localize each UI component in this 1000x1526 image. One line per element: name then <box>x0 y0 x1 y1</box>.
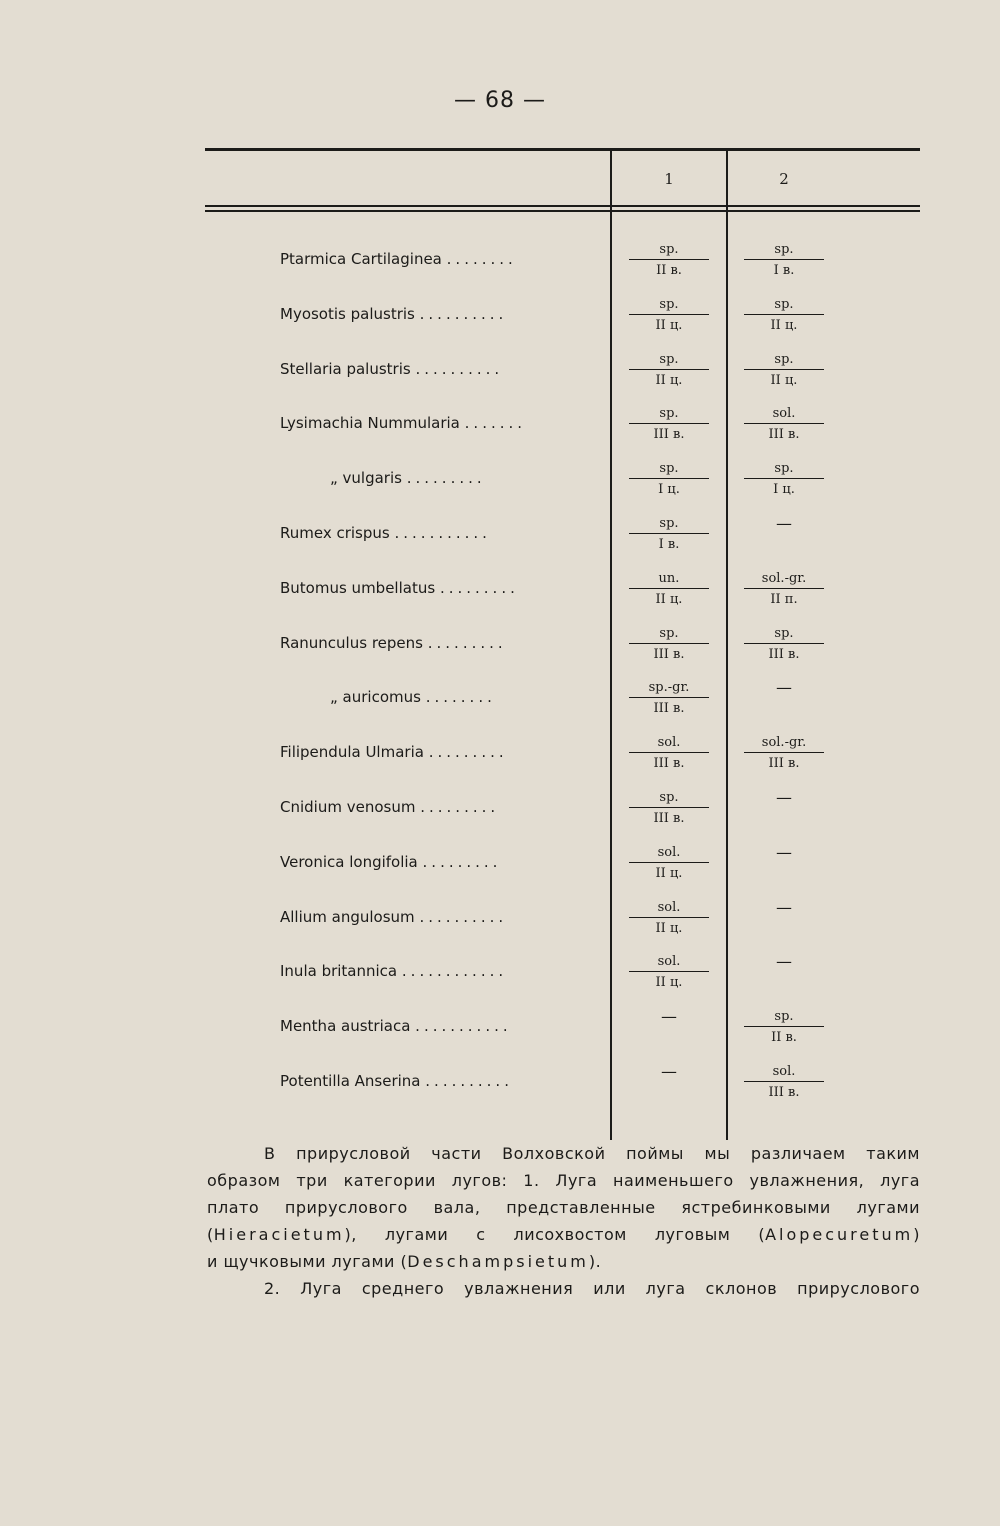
table-row <box>0 735 1000 793</box>
phenophase-value: II ц. <box>655 865 683 881</box>
column-1-cell <box>629 900 709 936</box>
abundance-value: sp. <box>629 297 709 315</box>
species-label: Filipendula Ulmaria <box>280 743 424 762</box>
abundance-value: sp. <box>629 516 709 534</box>
table-row <box>0 952 1000 1012</box>
leader-dots: ......... <box>420 798 500 816</box>
abundance-value: sol. <box>744 406 824 424</box>
species-label: Stellaria palustris <box>280 359 411 378</box>
column-2-cell <box>744 735 824 771</box>
leader-dots: ......... <box>428 743 508 762</box>
phenophase-value: III в. <box>653 811 685 826</box>
species-name <box>210 414 610 432</box>
text-line: плато прируслового вала, представленные ястребинковыми лугами <box>207 1198 920 1217</box>
text-fragment: ), лугами с лисохвостом луговым ( <box>344 1225 766 1244</box>
column-1-dash: — <box>661 1007 677 1027</box>
abundance-value: sol. <box>629 735 709 753</box>
column-2-cell <box>744 626 824 662</box>
text-fragment: ). <box>588 1252 602 1271</box>
leader-dots: ......... <box>422 852 502 871</box>
species-label: Ptarmica Cartilaginea <box>280 250 442 268</box>
table-row <box>0 351 1000 410</box>
column-1-cell <box>629 352 709 388</box>
column-1-cell <box>629 516 709 552</box>
column-2-dash: — <box>776 952 792 972</box>
leader-dots: ......... <box>406 469 486 488</box>
text-fragment: и щучковыми лугами ( <box>207 1252 408 1271</box>
leader-dots: ......... <box>439 578 519 597</box>
column-1-cell <box>629 461 709 497</box>
abundance-value: sp. <box>744 352 824 370</box>
phenophase-value: II ц. <box>655 920 683 936</box>
leader-dots: ............ <box>401 962 508 981</box>
table-row <box>0 897 1000 958</box>
column-1-dash: — <box>661 1062 677 1081</box>
column-2-cell <box>744 1009 824 1045</box>
column-2-cell <box>744 571 824 607</box>
species-name <box>210 1017 610 1035</box>
table-row <box>0 788 1000 848</box>
column-2-cell <box>744 242 824 278</box>
text-line: В прирусловой части Волховской поймы мы различаем таким <box>264 1144 920 1163</box>
species-name <box>210 688 610 706</box>
column-header-2: 2 <box>779 170 789 188</box>
phenophase-value: III в. <box>653 427 685 443</box>
species-name <box>210 962 610 980</box>
abundance-value: sol. <box>629 900 709 918</box>
table-row <box>0 1062 1000 1122</box>
abundance-value: sp. <box>629 790 709 808</box>
abundance-value: sp. <box>744 1009 824 1027</box>
table-row <box>0 406 1000 464</box>
phenophase-value: II ц. <box>655 317 683 333</box>
column-1-cell <box>629 680 709 716</box>
species-name <box>210 579 610 597</box>
paragraph-2 <box>207 1275 920 1302</box>
table-top-rule <box>205 148 920 151</box>
column-1-cell <box>629 406 709 442</box>
leader-dots: .......... <box>415 359 504 378</box>
page-number: — 68 — <box>454 88 546 113</box>
leader-dots: ........... <box>415 1017 512 1036</box>
column-2-dash: — <box>776 514 792 533</box>
phenophase-value: II ц. <box>655 975 683 991</box>
column-2-cell <box>744 297 824 333</box>
leader-dots: ......... <box>427 633 507 652</box>
latin-term: Deschampsietum <box>407 1252 589 1271</box>
phenophase-value: I ц. <box>773 482 795 498</box>
table-row <box>0 842 1000 903</box>
table-row <box>0 461 1000 519</box>
table-row <box>0 678 1000 738</box>
species-name <box>210 524 610 542</box>
text-line: образом три категории лугов: 1. Луга наименьшего увлажнения, луга <box>207 1171 920 1190</box>
species-name <box>210 853 610 871</box>
column-1-cell <box>629 626 709 662</box>
phenophase-value: II в. <box>771 1030 797 1046</box>
phenophase-value: III в. <box>653 646 685 662</box>
species-label: „ vulgaris <box>330 469 402 488</box>
species-name <box>210 743 610 761</box>
phenophase-value: II ц. <box>770 372 798 388</box>
leader-dots: ....... <box>464 414 527 433</box>
species-label: Potentilla Anserina <box>280 1072 421 1090</box>
table-row <box>0 514 1000 574</box>
column-1-cell <box>629 735 709 771</box>
text-line <box>207 1221 920 1248</box>
species-label: Veronica longifolia <box>280 852 418 871</box>
species-label: Allium angulosum <box>280 907 415 926</box>
phenophase-value: III в. <box>768 756 800 772</box>
column-1-cell <box>629 790 709 826</box>
table-row <box>0 242 1000 300</box>
abundance-value: sp. <box>629 626 709 644</box>
column-2-cell <box>744 461 824 497</box>
body-text <box>207 1140 920 1302</box>
species-label: Ranunculus repens <box>280 633 423 652</box>
leader-dots: ........ <box>446 250 517 268</box>
phenophase-value: III в. <box>768 427 800 443</box>
species-name <box>210 908 610 926</box>
abundance-value: sp. <box>744 297 824 315</box>
phenophase-value: II п. <box>770 591 798 607</box>
leader-dots: .......... <box>425 1072 513 1090</box>
text-fragment: ) <box>913 1225 920 1244</box>
text-line: 2. Луга среднего увлажнения или луга склонов прируслового <box>264 1279 920 1298</box>
species-label: Inula britannica <box>280 962 398 981</box>
leader-dots: ........ <box>425 688 496 707</box>
species-name <box>210 469 610 487</box>
abundance-value: sp. <box>629 461 709 479</box>
latin-term: Hieracietum <box>213 1225 345 1244</box>
abundance-value: sol. <box>629 845 709 863</box>
column-2-cell <box>744 352 824 388</box>
species-label: Cnidium venosum <box>280 798 416 816</box>
species-name <box>210 798 610 816</box>
abundance-value: sol. <box>744 1064 824 1082</box>
text-line <box>207 1248 920 1275</box>
table-header-rule-2 <box>205 210 920 212</box>
species-label: Mentha austriaca <box>280 1017 411 1036</box>
species-label: Butomus umbellatus <box>280 578 436 597</box>
column-1-cell <box>629 571 709 607</box>
column-2-cell <box>744 406 824 442</box>
abundance-value: sp. <box>744 626 824 644</box>
table-row <box>0 625 1000 684</box>
column-2-dash: — <box>776 788 792 807</box>
column-1-cell <box>629 845 709 881</box>
column-1-cell <box>629 954 709 990</box>
phenophase-value: II ц. <box>655 591 683 607</box>
phenophase-value: II ц. <box>770 317 798 333</box>
phenophase-value: III в. <box>653 756 685 772</box>
latin-term: Alopecuretum <box>765 1225 914 1244</box>
phenophase-value: II ц. <box>655 372 683 388</box>
abundance-value: sp. <box>744 242 824 260</box>
abundance-value: sol.-gr. <box>744 735 824 753</box>
table-row <box>0 296 1000 355</box>
leader-dots: .......... <box>419 304 508 323</box>
abundance-value: sp.-gr. <box>629 680 709 698</box>
paragraph-1 <box>207 1140 920 1275</box>
text-fragment: ( <box>207 1225 214 1244</box>
table-row <box>0 1007 1000 1067</box>
species-label: Myosotis palustris <box>280 304 415 323</box>
species-name <box>210 360 610 378</box>
column-header-1: 1 <box>664 170 674 188</box>
species-label: „ auricomus <box>330 688 421 707</box>
table-row <box>0 570 1000 629</box>
abundance-value: sp. <box>629 242 709 260</box>
phenophase-value: III в. <box>768 1085 800 1100</box>
phenophase-value: I в. <box>773 263 795 278</box>
table-header-rule-1 <box>205 205 920 207</box>
phenophase-value: I в. <box>658 537 680 552</box>
column-2-cell <box>744 1064 824 1100</box>
species-label: Rumex crispus <box>280 524 390 542</box>
species-label: Lysimachia Nummularia <box>280 414 460 433</box>
abundance-value: sp. <box>744 461 824 479</box>
column-2-dash: — <box>776 897 792 917</box>
column-2-dash: — <box>776 842 792 862</box>
species-name <box>210 305 610 323</box>
abundance-value: sol. <box>629 954 709 972</box>
abundance-value: sp. <box>629 352 709 370</box>
abundance-value: sp. <box>629 406 709 424</box>
species-name <box>210 1072 610 1090</box>
phenophase-value: II в. <box>656 263 682 278</box>
leader-dots: .......... <box>419 907 508 926</box>
phenophase-value: III в. <box>768 646 800 662</box>
phenophase-value: I ц. <box>658 482 680 498</box>
abundance-value: sol.-gr. <box>744 571 824 589</box>
abundance-value: un. <box>629 571 709 589</box>
column-1-cell <box>629 297 709 333</box>
leader-dots: ........... <box>394 524 491 542</box>
species-name <box>210 634 610 652</box>
column-2-dash: — <box>776 678 792 698</box>
column-1-cell <box>629 242 709 278</box>
species-name <box>210 250 610 268</box>
phenophase-value: III в. <box>653 701 685 717</box>
